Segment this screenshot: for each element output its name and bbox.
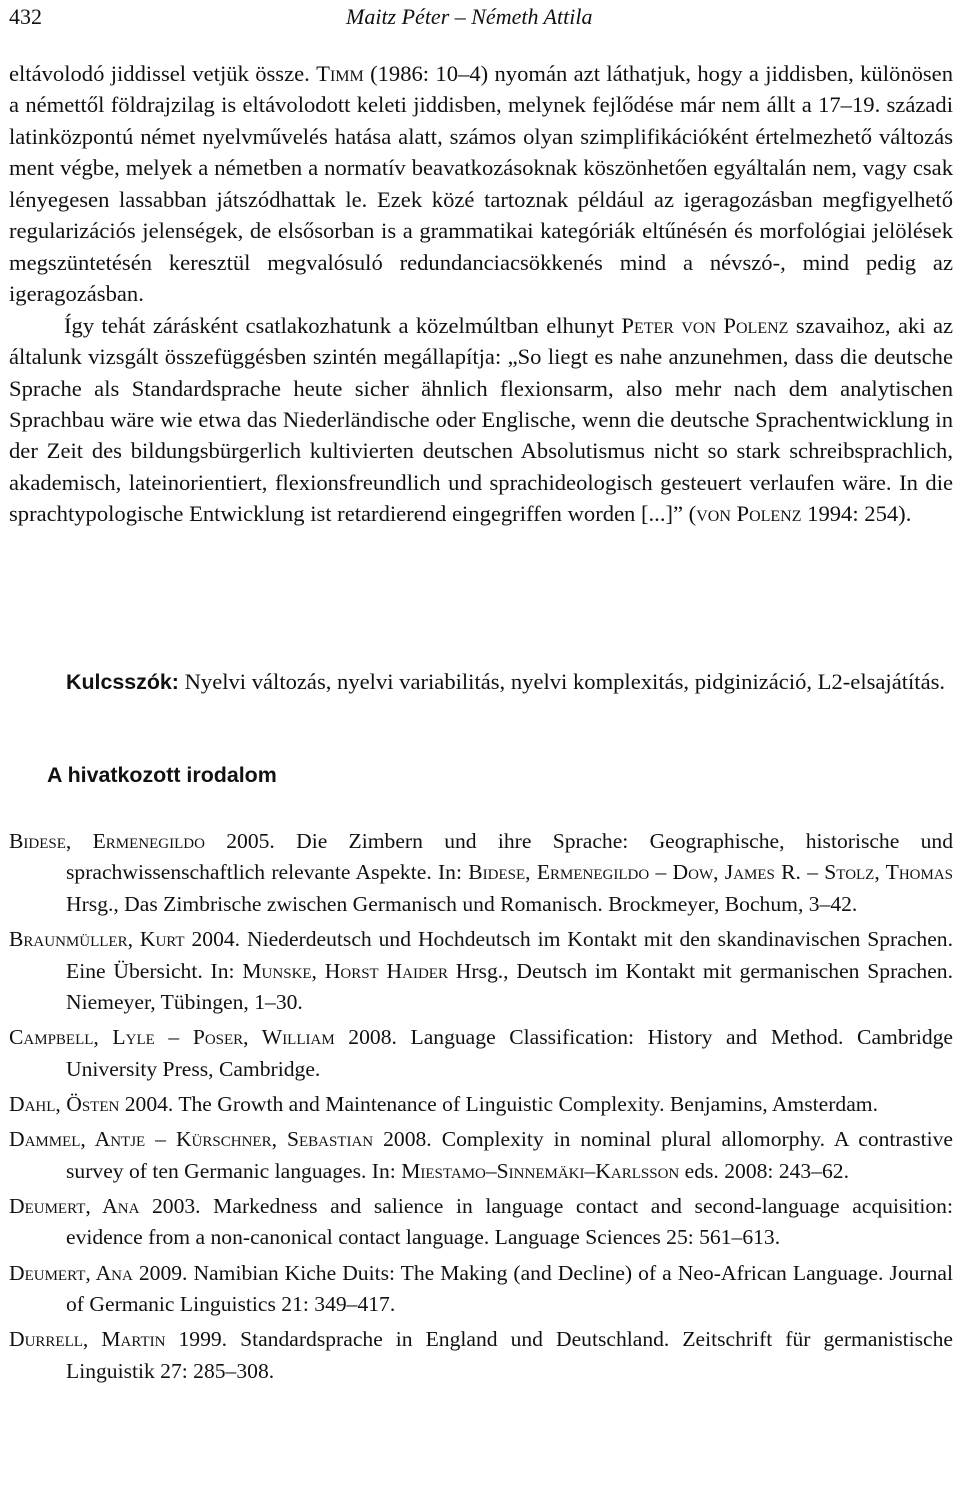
reference-text-end: eds. 2008: 243–62. <box>679 1158 849 1183</box>
reference-author: Deumert, Ana <box>9 1193 140 1218</box>
paragraph-2 <box>9 310 953 530</box>
running-title: Maitz Péter – Németh Attila <box>346 4 593 29</box>
author-name-timm: Timm <box>316 61 364 86</box>
reference-editors: Miestamo–Sinnemäki–Karlsson <box>401 1158 680 1183</box>
page-number: 432 <box>9 4 42 29</box>
reference-entry <box>9 826 953 920</box>
reference-author: Braunmüller, Kurt <box>9 927 185 952</box>
reference-entry <box>9 1324 953 1387</box>
paragraph-2-text-a: Így tehát zárásként csatlakozhatunk a közelmúltban elhunyt <box>64 312 622 338</box>
reference-entry <box>9 1022 953 1085</box>
reference-author: Bidese, Ermenegildo <box>9 829 205 853</box>
reference-text: 2009. Namibian Kiche Duits: The Making (and Decline) of a Neo-African Language. Journal of Germanic Linguistics 21: 349–417. <box>66 1260 953 1317</box>
reference-author: Dammel, Antje – Kürschner, Sebastian <box>9 1127 374 1152</box>
keywords <box>9 666 953 698</box>
reference-text: 2004. Niederdeutsch und Hochdeutsch im Kontakt mit den skandinavischen Sprachen. Eine Übersicht. In: <box>66 927 953 983</box>
references-heading: A hivatkozott irodalom <box>47 763 277 787</box>
reference-entry <box>9 1258 953 1321</box>
reference-text: 2008. Language Classification: History and Method. Cambridge University Press, Cambridge. <box>66 1025 953 1081</box>
reference-entry <box>9 1124 953 1187</box>
reference-text-end: Hrsg., Deutsch im Kontakt mit germanischen Sprachen. Niemeyer, Tübingen, 1–30. <box>66 958 953 1015</box>
paragraph-1-text-a: eltávolodó jiddissel vetjük össze. <box>9 61 317 86</box>
reference-editors: Bidese, Ermenegildo – Dow, James R. – Stolz, Thomas <box>468 860 953 885</box>
running-head <box>9 3 953 31</box>
body-text <box>9 58 953 530</box>
reference-text: 1999. Standardsprache in England und Deutschland. Zeitschrift für germanistische Linguistik 27: 285–308. <box>66 1327 953 1383</box>
reference-author: Deumert, Ana <box>9 1260 133 1285</box>
author-name-polenz: Peter von Polenz <box>621 312 789 338</box>
reference-author: Campbell, Lyle – Poser, William <box>9 1025 335 1050</box>
reference-entry <box>9 1089 953 1120</box>
reference-text: 2003. Markedness and salience in language contact and second-language acquisition: evidence from a non-canonical contact language. Language Sciences 25: 561–613. <box>66 1193 953 1250</box>
citation-year: 1994: 254). <box>801 501 912 527</box>
reference-text: 2005. Die Zimbern und ihre Sprache: Geographische, historische und sprachwissenschaftlich relevante Aspekte. In: <box>66 829 953 885</box>
reference-text-end: Hrsg., Das Zimbrische zwischen Germanisch und Romanisch. Brockmeyer, Bochum, 3–42. <box>66 891 858 916</box>
citation-author: von Polenz <box>696 501 802 527</box>
reference-author: Durrell, Martin <box>9 1327 166 1352</box>
paragraph-2-quote: szavaihoz, aki az általunk vizsgált összefüggésben szintén megállapítja: „So liegt es nahe anzunehmen, dass die deutsche Sprache als Standardsprache heute sicher ähnlich flexionsarm, also mehr nach dem analytischen Sprachbau wäre wie etwa das Niederländische oder Englische, wenn die deutsche Sprachentwicklung in der Zeit des bildungsbürgerlich kultivierten deutschen Absolutismus nicht so stark schreibsprachlich, akademisch, lateinorientiert, flexionsfreundlich und sprachideologisch gesteuert verlaufen wäre. In die sprachtypologische Entwicklung ist retardierend eingegriffen worden [...]” ( <box>9 312 954 527</box>
reference-entry <box>9 1191 953 1254</box>
reference-text: 2008. Complexity in nominal plural allomorphy. A contrastive survey of ten Germanic languages. In: <box>66 1127 953 1183</box>
paragraph-1 <box>9 58 953 310</box>
keywords-label: Kulcsszók: <box>66 670 179 694</box>
reference-text: 2004. The Growth and Maintenance of Linguistic Complexity. Benjamins, Amsterdam. <box>119 1092 878 1117</box>
reference-entry <box>9 924 953 1018</box>
reference-editors: Munske, Horst Haider <box>242 958 448 983</box>
paragraph-1-text-b: (1986: 10–4) nyomán azt láthatjuk, hogy a jiddisben, különösen a némettől földrajzilag is eltávolodott keleti jiddisben, melynek fejlődése már nem állt a 17–19. századi latinközpontú német nyelvművelés hatása alatt, számos olyan szimplifikációként értelmezhető változás ment végbe, melyek a németben a normatív beavatkozásoknak köszönhetően egyáltalán nem, vagy csak lényegesen lassabban játszódhattak le. Ezek közé tartoznak például az igeragozásban megfigyelhető regularizációs jelenségek, de elsősorban is a grammatikai kategóriák eltűnésén és morfológiai jelölések megszüntetésén keresztül megvalósuló redundanciacsökkenés mind a névszó-, mind pedig az igeragozásban. <box>9 61 954 307</box>
reference-list <box>9 826 953 1391</box>
reference-author: Dahl, Östen <box>9 1092 120 1117</box>
keywords-text: Nyelvi változás, nyelvi variabilitás, nyelvi komplexitás, pidginizáció, L2-elsajátítás. <box>178 669 946 694</box>
